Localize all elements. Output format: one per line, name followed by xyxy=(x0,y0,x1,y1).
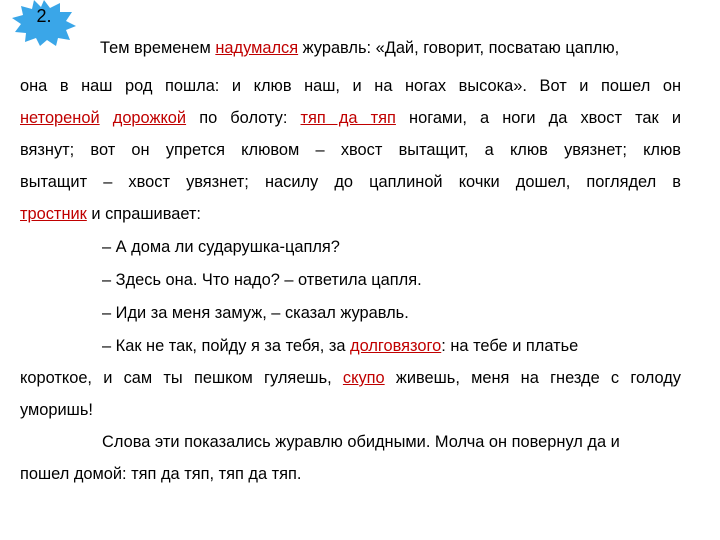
text-span xyxy=(100,109,113,127)
highlighted-word: нетореной xyxy=(20,109,100,127)
text-line-11 xyxy=(20,368,681,388)
text-span: живешь, меня на гнезде с голоду xyxy=(384,369,681,387)
text-span: – Как не так, пойду я за тебя, за xyxy=(102,337,351,355)
text-line-2 xyxy=(20,76,681,96)
highlighted-word: надумался xyxy=(215,39,299,57)
text-line-1 xyxy=(100,38,681,58)
text-line-4 xyxy=(20,140,681,160)
text-span: и спрашивает: xyxy=(86,205,201,223)
text-span: по болоту: xyxy=(186,109,301,127)
highlighted-word: тростник xyxy=(20,205,87,223)
text-line-12 xyxy=(20,400,681,420)
text-span: уморишь! xyxy=(20,401,93,419)
text-line-6 xyxy=(20,204,681,224)
text-line-13 xyxy=(102,432,681,452)
highlighted-word: скупо xyxy=(342,369,385,387)
text-line-10 xyxy=(102,336,681,356)
text-span: Тем временем xyxy=(100,39,216,57)
text-line-3 xyxy=(20,108,681,128)
text-span: короткое, и сам ты пешком гуляешь, xyxy=(20,369,343,387)
text-span: : на тебе и платье xyxy=(441,337,579,355)
text-span: ногами, а ноги да хвост так и xyxy=(395,109,681,127)
text-span: Слова эти показались журавлю обидными. Молча он повернул да и xyxy=(102,433,620,451)
text-span: журавль: «Дай, говорит, посватаю цаплю, xyxy=(298,39,620,57)
slide-number: 2. xyxy=(36,6,52,26)
highlighted-word: долговязого xyxy=(350,337,442,355)
text-span: – Здесь она. Что надо? – ответила цапля. xyxy=(102,271,422,289)
text-span: пошел домой: тяп да тяп, тяп да тяп. xyxy=(20,465,302,483)
text-line-5 xyxy=(20,172,681,192)
text-span: – Иди за меня замуж, – сказал журавль. xyxy=(102,304,409,322)
highlighted-word: дорожкой xyxy=(112,109,187,127)
text-span: вязнут; вот он упрется клювом – хвост вытащит, а клюв увязнет; клюв xyxy=(20,141,681,159)
text-line-7 xyxy=(102,237,681,257)
highlighted-word: тяп да тяп xyxy=(300,109,396,127)
slide-number-badge xyxy=(12,0,76,46)
text-span: – А дома ли сударушка-цапля? xyxy=(102,238,340,256)
text-line-8 xyxy=(102,270,681,290)
text-line-14 xyxy=(20,464,681,484)
text-line-9 xyxy=(102,303,681,323)
text-span: она в наш род пошла: и клюв наш, и на ногах высока». Вот и пошел он xyxy=(20,77,681,95)
text-span: вытащит – хвост увязнет; насилу до цаплиной кочки дошел, поглядел в xyxy=(20,173,681,191)
